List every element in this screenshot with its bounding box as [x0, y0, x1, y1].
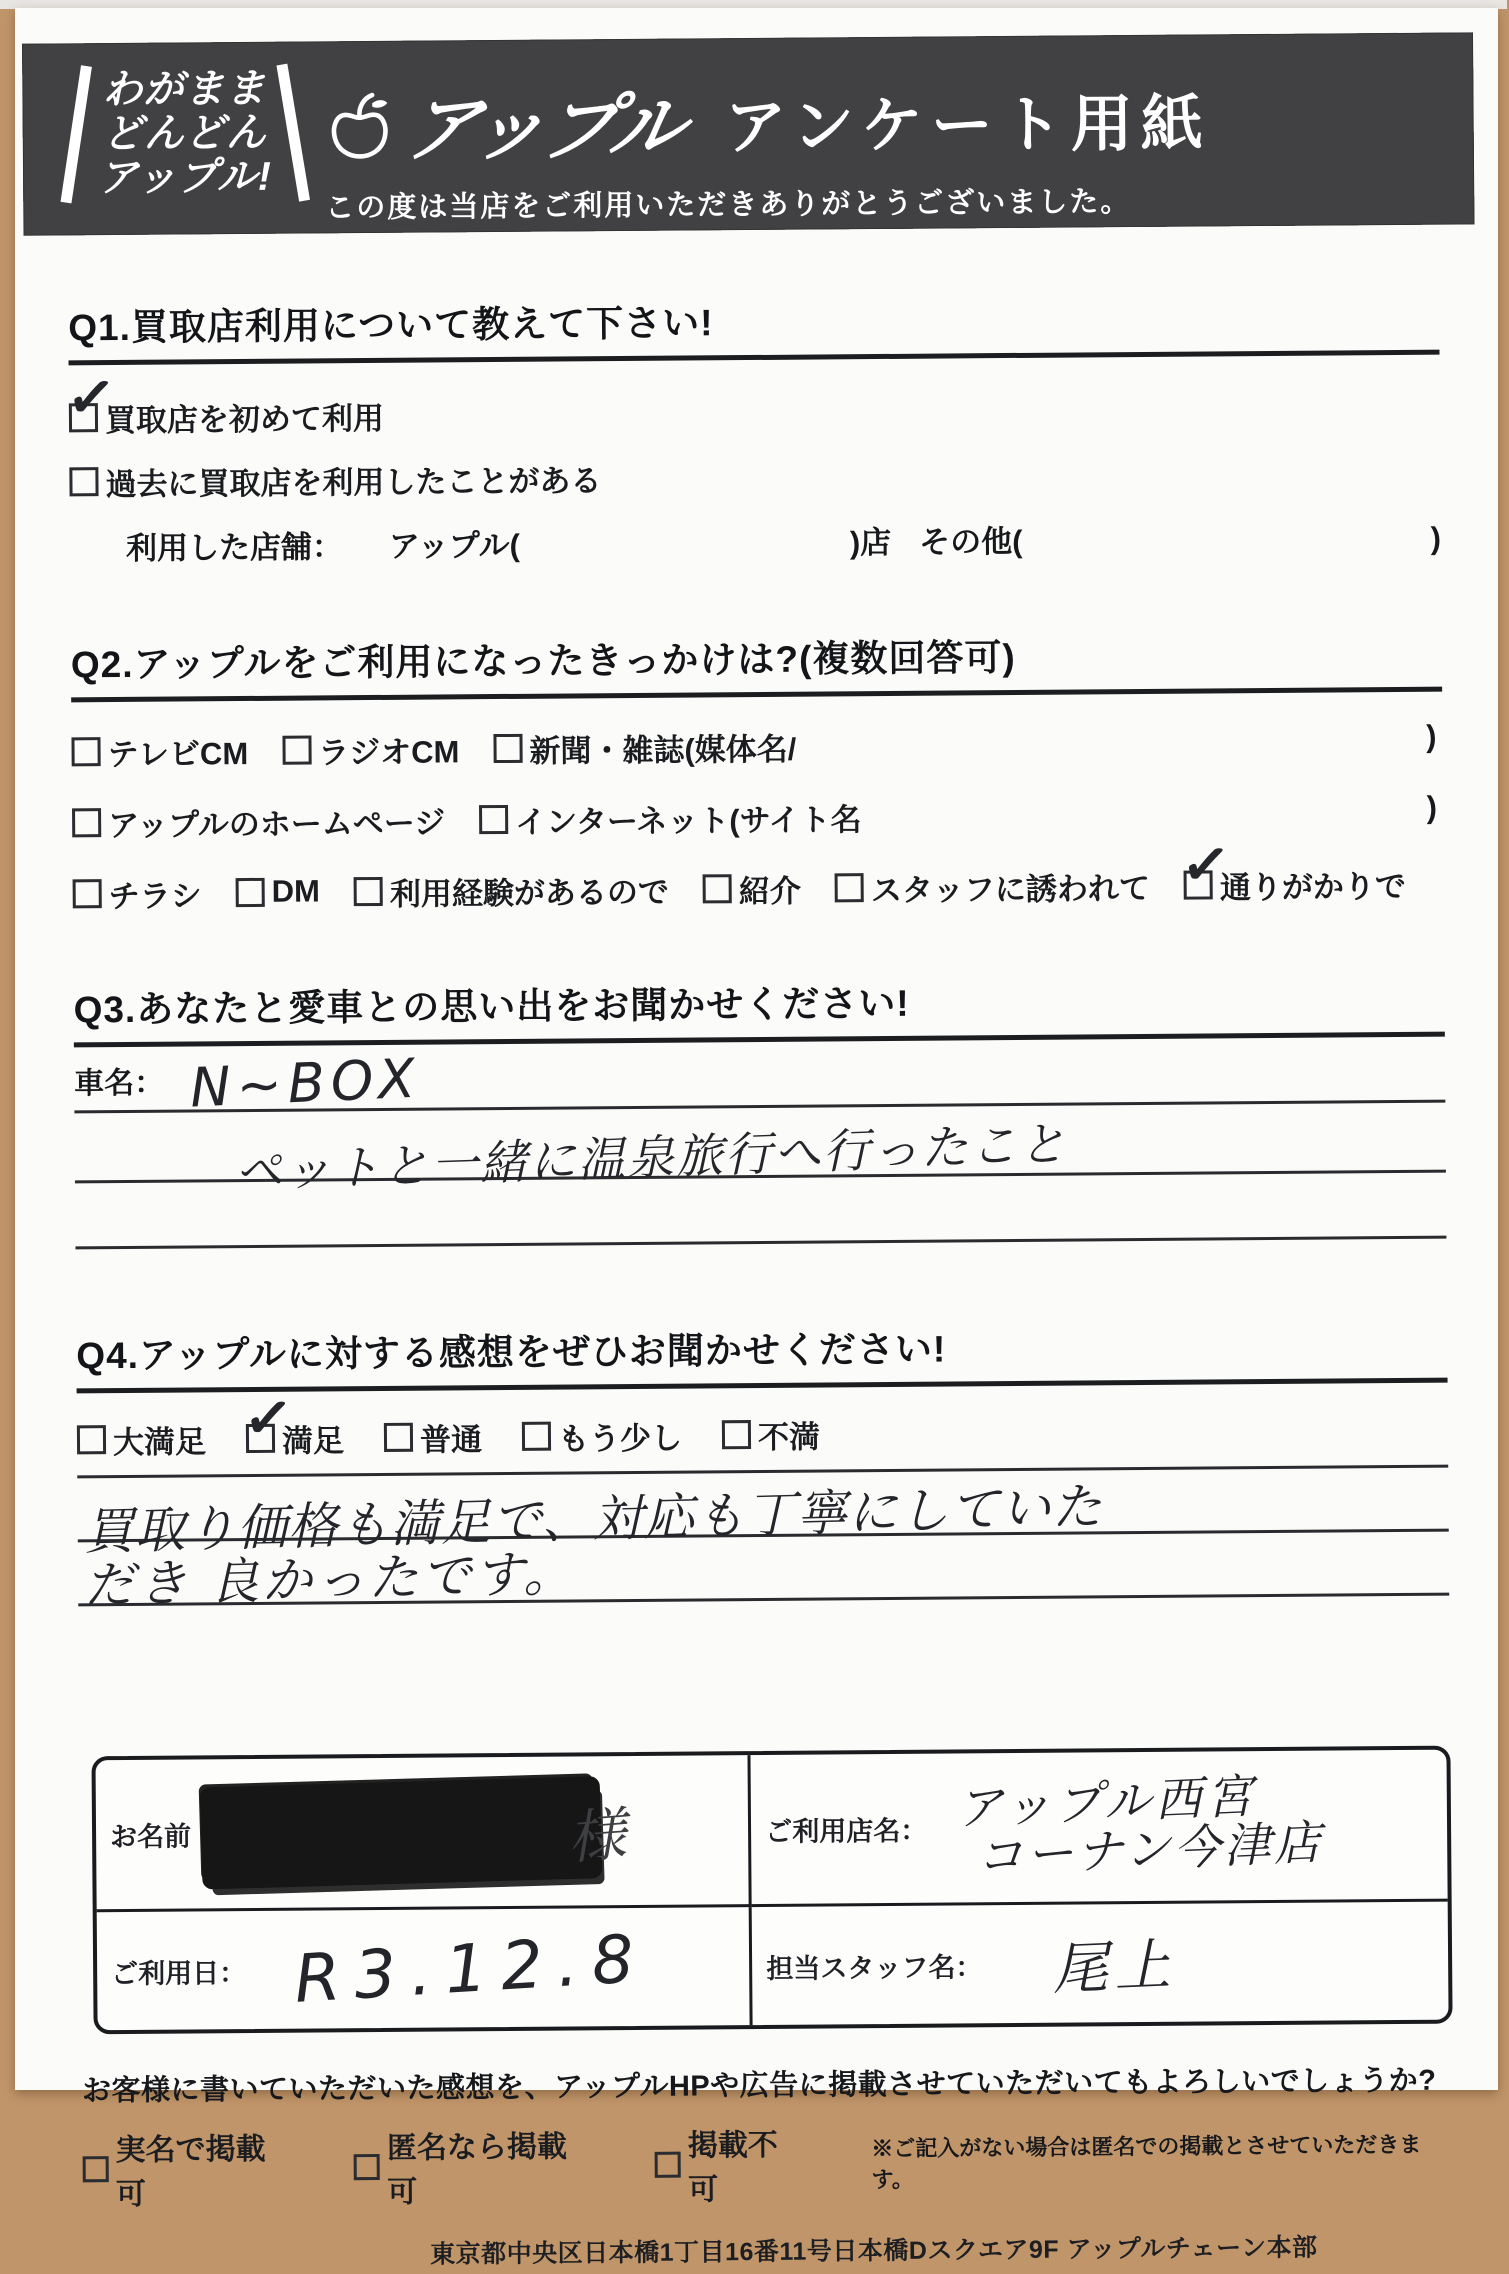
checkbox[interactable] [493, 733, 522, 762]
name-cell [96, 1755, 752, 1912]
checkmark-icon: ✓ [63, 362, 119, 432]
used-store-label: 利用した店舗： [125, 529, 344, 566]
thanks-subtitle: この度は当店をご利用いただきありがとうございました。 [325, 186, 1132, 225]
memory-answer-line[interactable] [74, 1103, 1446, 1200]
company-address: 東京都中央区日本橋1丁目16番11号日本橋Dスクエア9F アップルチェーン本部 [430, 2233, 1318, 2269]
apple-store-paren-close: )店 [849, 524, 892, 561]
store-name-cell[interactable] [751, 1750, 1448, 1907]
other-store-paren-close: ) [1430, 520, 1442, 556]
checkbox[interactable] [354, 876, 383, 905]
q1-option-used-before[interactable] [69, 455, 601, 504]
q2-option-passing-by[interactable] [1178, 829, 1407, 907]
checkbox[interactable] [835, 873, 864, 902]
checkbox[interactable] [236, 877, 265, 906]
checkbox-label: チラシ [108, 877, 202, 914]
q2-title: Q2.アップルをご利用になったきっかけは?(複数回答可) [70, 636, 1016, 686]
q2-option-past-experience[interactable] [354, 866, 669, 913]
publication-consent [82, 2058, 1455, 2274]
consent-question: お客様に書いていただいた感想を、アップルHPや広告に掲載させていただいてもよろしいでしょうか? [81, 2064, 1437, 2108]
slash-decoration-right [276, 64, 310, 202]
checkbox[interactable] [479, 804, 508, 833]
q4-title: Q4.アップルに対する感想をぜひお聞かせください! [76, 1328, 947, 1377]
checkbox-label: 利用経験があるので [389, 874, 670, 912]
other-store-paren-open: その他( [919, 523, 1023, 560]
feedback-text-1: 買取り価格も満足で、対応も丁寧にしていた [83, 1477, 1104, 1562]
apple-store-paren-open: アップル( [388, 527, 521, 564]
q2-option-referral[interactable] [703, 865, 801, 911]
slogan-line3: アップル! [97, 154, 273, 201]
q1-option-first-time[interactable] [63, 362, 385, 439]
q2-option-tv-cm[interactable] [71, 727, 248, 773]
checkbox[interactable] [71, 737, 100, 766]
visit-date-cell[interactable] [97, 1907, 753, 2030]
consent-option-real-name[interactable] [82, 2124, 292, 2214]
store-name-label: ご利用店名： [765, 1815, 928, 1847]
survey-sheet [15, 8, 1498, 2269]
checkmark-icon: ✓ [240, 1383, 296, 1453]
checkbox-label: 紹介 [738, 873, 802, 909]
q2-option-dm[interactable] [236, 873, 320, 910]
q1-rule [69, 350, 1440, 366]
store-name-value: アップル西宮 コーナン今津店 [955, 1769, 1325, 1886]
q4-option-dissatisfied[interactable] [722, 1411, 820, 1457]
section-q2 [71, 624, 1444, 916]
redacted-name [200, 1776, 603, 1889]
visit-date-value: R3.12.8 [292, 1919, 650, 2018]
slogan-block [70, 64, 299, 204]
feedback-line-1[interactable] [77, 1468, 1448, 1562]
q2-option-radio-cm[interactable] [282, 726, 460, 772]
checkbox[interactable] [77, 1425, 106, 1454]
checkbox-label: 大満足 [112, 1423, 207, 1460]
checkbox[interactable] [1184, 870, 1213, 899]
slogan-line1: わがまま [102, 66, 267, 113]
feedback-text-2: だき 良かったです。 [83, 1544, 577, 1615]
section-q4 [76, 1315, 1449, 1615]
q4-option-neutral[interactable] [384, 1414, 482, 1460]
checkbox-label: 通りがかりで [1219, 868, 1407, 905]
q2-option-newspaper[interactable] [493, 723, 796, 770]
consent-note: ※ご記入がない場合は匿名での掲載とさせていただきます。 [871, 2131, 1422, 2193]
q2-option-internet[interactable] [479, 794, 862, 842]
slogan-text [97, 67, 272, 200]
checkbox[interactable] [722, 1420, 751, 1449]
q2-option-flyer[interactable] [73, 870, 202, 916]
form-title: アンケート用紙 [724, 88, 1212, 162]
checkbox-label: 買取店を初めて利用 [104, 400, 385, 438]
checkbox-label: 満足 [281, 1422, 345, 1459]
checkbox[interactable] [69, 467, 98, 496]
slogan-line2: どんどん [102, 110, 267, 157]
other-store-blank[interactable] [1023, 550, 1273, 552]
consent-option-no-publication[interactable] [655, 2120, 806, 2209]
empty-answer-line[interactable] [75, 1173, 1446, 1250]
visit-date-label: ご利用日： [111, 1957, 247, 1989]
q2-option-homepage[interactable] [72, 797, 445, 845]
checkbox-label: テレビCM [107, 735, 249, 772]
checkbox[interactable] [282, 735, 311, 764]
car-name-line[interactable] [74, 1037, 1445, 1120]
car-name-label: 車名： [74, 1066, 165, 1101]
name-honorific: 様 [564, 1799, 629, 1872]
checkbox-label: 匿名なら掲載可 [386, 2130, 568, 2209]
memory-answer-text: ペットと一緒に温泉旅行へ行ったこと [234, 1116, 1069, 1200]
checkbox-label: 掲載不可 [687, 2128, 778, 2207]
checkbox-label: 過去に買取店を利用したことがある [105, 462, 602, 502]
checkbox-label: スタッフに誘われて [870, 870, 1151, 908]
checkbox-label: 新聞・雑誌(媒体名/ [529, 731, 797, 769]
site-name-paren-close: ) [1426, 789, 1438, 825]
checkmark-icon: ✓ [1178, 829, 1234, 900]
q4-rule [77, 1378, 1448, 1394]
consent-option-anonymous[interactable] [354, 2121, 594, 2211]
checkbox[interactable] [384, 1422, 413, 1451]
checkbox-label: 不満 [757, 1419, 821, 1455]
q2-option-staff-invite[interactable] [835, 862, 1150, 909]
apple-store-blank[interactable] [520, 553, 850, 556]
q4-option-could-be-better[interactable] [522, 1412, 682, 1458]
checkbox[interactable] [69, 403, 98, 432]
q3-title: Q3.あなたと愛車との思い出をお聞かせください! [73, 982, 910, 1031]
media-name-paren-close: ) [1426, 718, 1437, 754]
car-name-value: N~BOX [188, 1047, 423, 1120]
checkbox-label: アップルのホームページ [108, 804, 446, 843]
feedback-line-2[interactable] [78, 1532, 1449, 1615]
q2-rule [71, 687, 1442, 703]
checkbox-label: 実名で掲載可 [115, 2132, 266, 2212]
staff-name-cell[interactable] [752, 1902, 1449, 2025]
checkbox[interactable] [246, 1423, 275, 1452]
q4-option-satisfied[interactable] [240, 1383, 345, 1461]
checkbox[interactable] [703, 874, 732, 903]
section-q3 [73, 969, 1446, 1250]
checkbox[interactable] [655, 2152, 681, 2178]
name-label: お名前 [109, 1821, 192, 1853]
checkbox-label: 普通 [419, 1421, 483, 1458]
checkbox-label: ラジオCM [318, 733, 460, 770]
checkbox-label: もう少し [557, 1420, 683, 1457]
checkbox[interactable] [83, 2156, 109, 2182]
header-banner [22, 32, 1474, 235]
checkbox[interactable] [72, 808, 101, 837]
section-q1 [63, 287, 1442, 569]
q4-option-very-satisfied[interactable] [77, 1416, 206, 1462]
q1-title: Q1.買取店利用について教えて下さい! [68, 302, 714, 349]
checkbox-label: DM [271, 873, 321, 909]
staff-name-value: 尾上 [1051, 1932, 1178, 2003]
checkbox[interactable] [73, 879, 102, 908]
checkbox[interactable] [522, 1421, 551, 1450]
checkbox[interactable] [354, 2154, 380, 2180]
brand-logo-text: アップル [398, 85, 689, 171]
apple-logo-icon [322, 87, 397, 162]
checkbox-label: インターネット(サイト名 [514, 801, 862, 840]
staff-name-label: 担当スタッフ名： [766, 1951, 983, 1984]
customer-info-table [91, 1746, 1452, 2035]
slash-decoration-left [61, 65, 92, 203]
